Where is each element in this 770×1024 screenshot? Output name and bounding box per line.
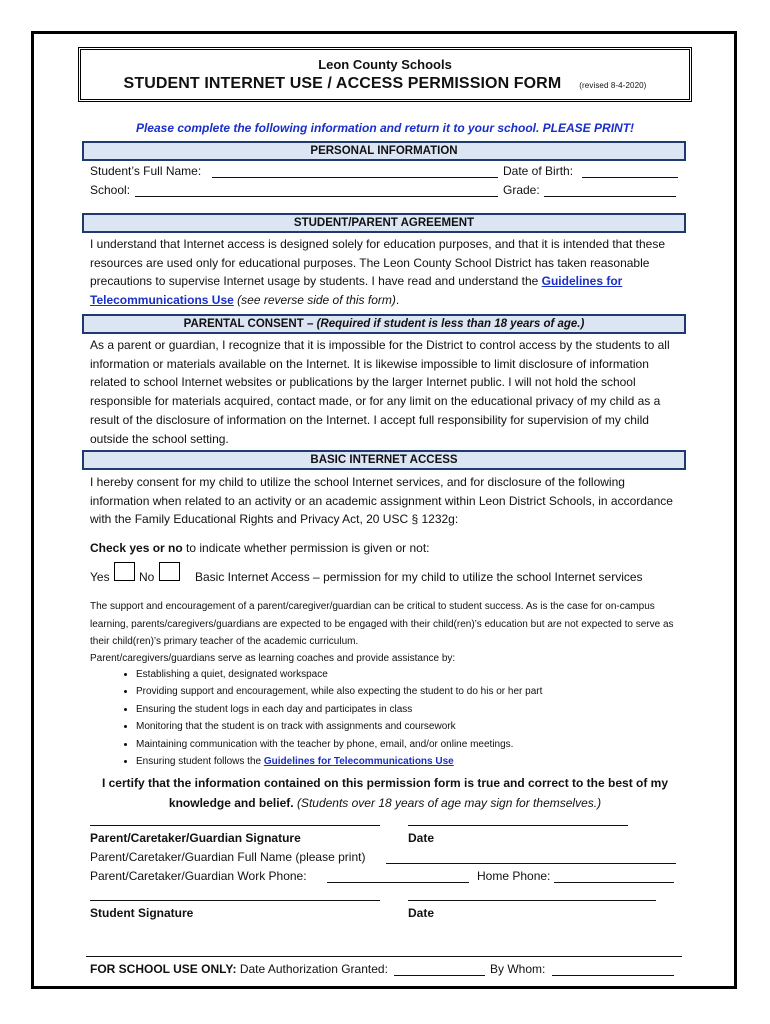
school-use-label: FOR SCHOOL USE ONLY: <box>90 962 237 976</box>
consent-text: As a parent or guardian, I recognize that it is impossible for the District to control access by the students to all information or materials available on the Internet. It is likewise impossible to limit disclosure of information related to school Internet websites or publications by the larger Internet public. I will not hold the school responsible for materials acquired, contact made, or for any limit on the educational privacy of my child as a result of the disclosure of information on the Internet. I accept full responsibility for supervision of my child outside the school setting. <box>90 338 670 446</box>
full-name-field[interactable] <box>212 177 498 178</box>
form-header <box>78 47 692 102</box>
personal-info-heading: PERSONAL INFORMATION <box>82 141 686 161</box>
grade-field[interactable] <box>544 196 676 197</box>
school-field[interactable] <box>135 196 498 197</box>
parent-signature-line[interactable] <box>90 825 380 826</box>
support-intro: Parent/caregivers/guardians serve as learning coaches and provide assistance by: <box>90 653 456 664</box>
list-item: • Ensuring the student logs in each day and participates in class <box>136 701 542 718</box>
by-whom-label: By Whom: <box>490 962 546 976</box>
full-name-label: Student’s Full Name: <box>90 164 202 178</box>
student-signature-line[interactable] <box>90 900 380 901</box>
dob-label: Date of Birth: <box>503 164 574 178</box>
list-item <box>136 753 542 770</box>
guidelines-link-2[interactable]: Guidelines for Telecommunications Use <box>263 756 454 768</box>
agreement-heading: STUDENT/PARENT AGREEMENT <box>82 213 686 233</box>
check-instruction-rest: to indicate whether permission is given or not: <box>186 541 430 555</box>
by-whom-field[interactable] <box>552 975 674 976</box>
parent-full-name-field[interactable] <box>386 863 676 864</box>
list-item: • Establishing a quiet, designated workspace <box>136 666 542 683</box>
certification-note: (Students over 18 years of age may sign for themselves.) <box>296 796 602 810</box>
parent-date-line[interactable] <box>408 825 628 826</box>
date-granted-label: Date Authorization Granted: <box>239 962 388 976</box>
form-title-text: STUDENT INTERNET USE / ACCESS PERMISSION FORM <box>123 75 562 92</box>
certification-bold: I certify that the information contained on this permission form is true and correct to the best of my knowledge and belief. <box>101 776 669 810</box>
list-item: • Monitoring that the student is on track with assignments and coursework <box>136 718 542 735</box>
parent-date-label: Date <box>408 831 435 845</box>
form-title <box>81 75 689 93</box>
yes-checkbox[interactable] <box>114 562 135 581</box>
consent-heading-text: PARENTAL CONSENT – <box>183 318 314 330</box>
agreement-text <box>90 235 682 310</box>
no-label: No <box>139 570 155 584</box>
student-date-label: Date <box>408 906 435 920</box>
student-signature-label: Student Signature <box>90 906 194 920</box>
divider <box>86 956 682 957</box>
basic-access-heading: BASIC INTERNET ACCESS <box>82 450 686 470</box>
school-label: School: <box>90 183 131 197</box>
agreement-body: I understand that Internet access is designed solely for education purposes, and that it is intended that these resources are used only for educational purposes. The Leon County School District has taken reasonable precautions to supervise Internet usage by students. I have read and understand the <box>90 237 666 289</box>
student-date-line[interactable] <box>408 900 656 901</box>
home-phone-field[interactable] <box>554 882 674 883</box>
work-phone-label: Parent/Caretaker/Guardian Work Phone: <box>90 869 307 883</box>
last-bullet-prefix: Ensuring student follows the <box>136 756 262 768</box>
list-item: • Providing support and encouragement, while also expecting the student to do his or her part <box>136 683 542 700</box>
agreement-end: . <box>395 293 400 308</box>
parent-signature-label: Parent/Caretaker/Guardian Signature <box>90 831 301 845</box>
work-phone-field[interactable] <box>327 882 469 883</box>
guidelines-link[interactable]: Guidelines for Telecommunications Use <box>90 274 623 308</box>
support-paragraph: The support and encouragement of a parent/caregiver/guardian can be critical to student success. As is the case for on-campus learning, parents/caregivers/guardians are expected to be engaged with their child(ren)’s education but are not expected to serve as their child(ren)’s primary teacher of the academic curriculum. <box>90 601 674 647</box>
check-instruction <box>90 541 430 555</box>
list-item: • Maintaining communication with the teacher by phone, email, and/or online meetings. <box>136 736 542 753</box>
org-name: Leon County Schools <box>318 57 452 72</box>
grade-label: Grade: <box>503 183 540 197</box>
check-instruction-bold: Check yes or no <box>90 541 183 555</box>
certification <box>86 773 684 813</box>
basic-access-text: I hereby consent for my child to utilize the school Internet services, and for disclosure of the following information when related to an activity or an academic assignment within Leon District Schools, in accordance with the Family Educational Rights and Privacy Act, 20 USC § 1232g: <box>90 475 673 527</box>
revision-date: (revised 8-4-2020) <box>579 81 647 90</box>
consent-heading <box>82 314 686 334</box>
reverse-side-note: (see reverse side of this form) <box>237 293 396 308</box>
yes-label: Yes <box>90 570 110 584</box>
parent-full-name-label: Parent/Caretaker/Guardian Full Name (please print) <box>90 850 366 864</box>
no-checkbox[interactable] <box>159 562 180 581</box>
home-phone-label: Home Phone: <box>477 869 551 883</box>
school-use-date-label <box>90 962 388 976</box>
basic-access-option: Basic Internet Access – permission for my child to utilize the school Internet services <box>195 570 643 584</box>
consent-heading-note: (Required if student is less than 18 years of age.) <box>316 318 585 330</box>
instructions: Please complete the following information and return it to your school. PLEASE PRINT! <box>135 121 635 135</box>
dob-field[interactable] <box>582 177 678 178</box>
date-granted-field[interactable] <box>394 975 485 976</box>
support-list <box>100 666 542 770</box>
